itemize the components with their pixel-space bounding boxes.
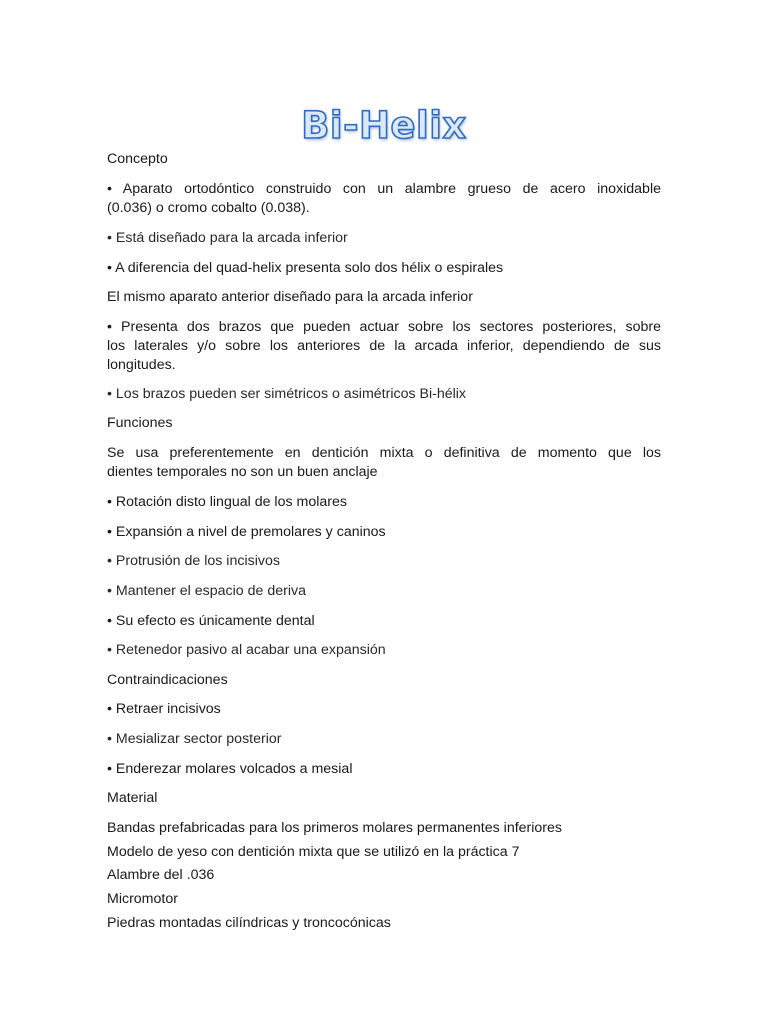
list-item: Bandas prefabricadas para los primeros molares permanentes inferiores bbox=[107, 820, 563, 836]
document-title: Bi-Helix bbox=[301, 104, 467, 147]
list-item: Alambre del .036 bbox=[107, 867, 215, 883]
list-item: • Protrusión de los incisivos bbox=[107, 553, 280, 569]
list-item: • Rotación disto lingual de los molares bbox=[107, 494, 347, 510]
heading-material: Material bbox=[107, 790, 158, 806]
bullet-concepto-3: • A diferencia del quad-helix presenta solo dos hélix o espirales bbox=[107, 260, 504, 276]
paragraph-line: • Aparato ortodóntico construido con un alambre grueso de acero inoxidable bbox=[107, 181, 661, 197]
paragraph-line: longitudes. bbox=[107, 357, 176, 373]
paragraph-line: (0.036) o cromo cobalto (0.038). bbox=[107, 200, 310, 216]
heading-funciones: Funciones bbox=[107, 415, 173, 431]
paragraph-concepto-1 bbox=[107, 180, 661, 218]
paragraph-line: dientes temporales no son un buen anclaje bbox=[107, 464, 378, 480]
list-item: Micromotor bbox=[107, 891, 178, 907]
heading-contraindicaciones: Contraindicaciones bbox=[107, 672, 228, 688]
list-item: Modelo de yeso con dentición mixta que se utilizó en la práctica 7 bbox=[107, 844, 520, 860]
list-item: • Mesializar sector posterior bbox=[107, 731, 282, 747]
bullet-concepto-2: • Está diseñado para la arcada inferior bbox=[107, 230, 348, 246]
list-item: • Enderezar molares volcados a mesial bbox=[107, 761, 353, 777]
list-item: • Retenedor pasivo al acabar una expansión bbox=[107, 642, 386, 658]
paragraph-funciones-1 bbox=[107, 444, 661, 482]
bullet-concepto-6: • Los brazos pueden ser simétricos o asimétricos Bi-hélix bbox=[107, 386, 467, 402]
paragraph-concepto-5 bbox=[107, 318, 661, 375]
paragraph-line: • Presenta dos brazos que pueden actuar sobre los sectores posteriores, sobre bbox=[107, 319, 661, 335]
paragraph-concepto-4: El mismo aparato anterior diseñado para la arcada inferior bbox=[107, 289, 473, 305]
list-item: Piedras montadas cilíndricas y troncocónicas bbox=[107, 915, 391, 931]
paragraph-line: Se usa preferentemente en dentición mixta o definitiva de momento que los bbox=[107, 445, 661, 461]
list-item: • Mantener el espacio de deriva bbox=[107, 583, 306, 599]
list-item: • Su efecto es únicamente dental bbox=[107, 613, 315, 629]
heading-concepto: Concepto bbox=[107, 151, 168, 167]
list-item: • Expansión a nivel de premolares y caninos bbox=[107, 524, 386, 540]
list-item: • Retraer incisivos bbox=[107, 701, 221, 717]
paragraph-line: los laterales y/o sobre los anteriores de la arcada inferior, dependiendo de sus bbox=[107, 338, 661, 354]
